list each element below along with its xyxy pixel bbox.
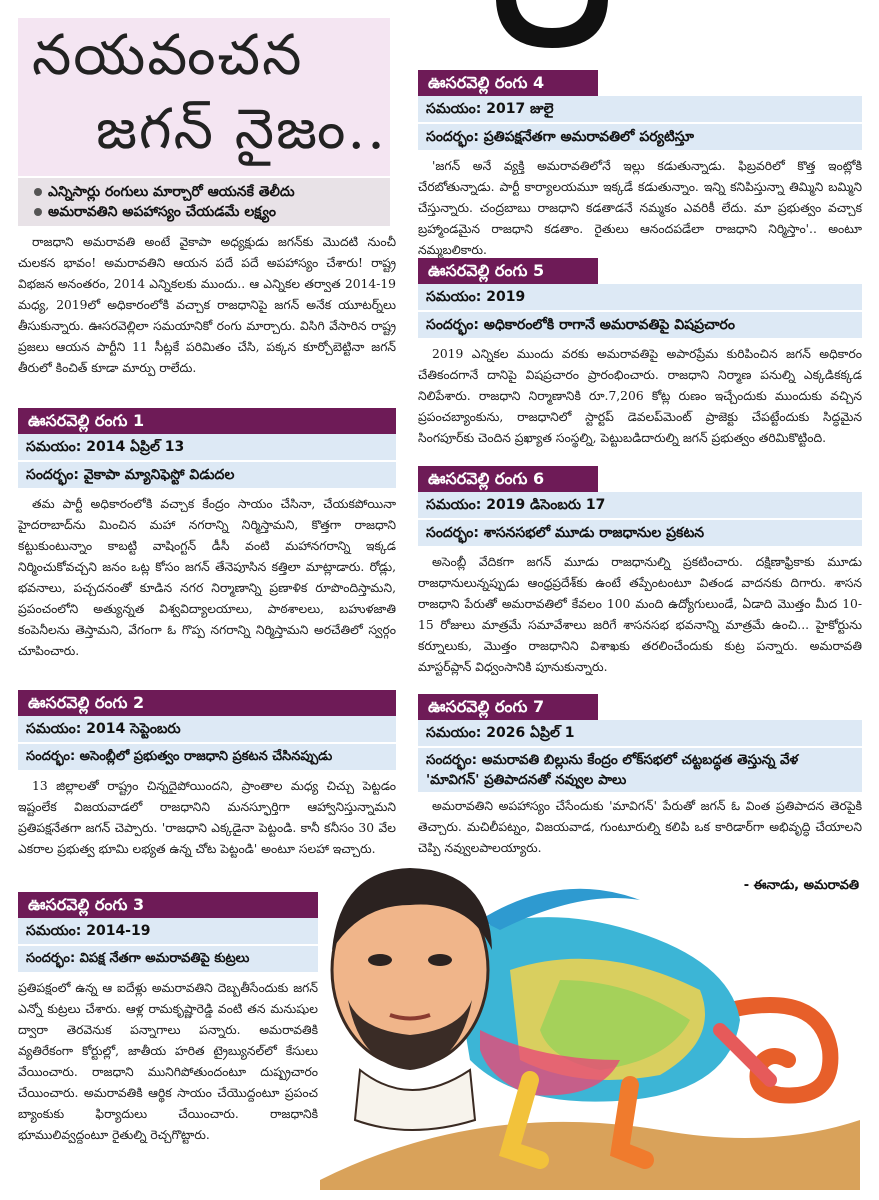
section-context: సందర్భం: అమరావతి బిల్లును కేంద్రం లోక్‌సభలో చట్టబద్ధత తెస్తున్న వేళ 'మావిగన్‌' ప్రతిపాదనతో నవ్వుల పాలు (418, 748, 862, 792)
section-title: ఊసరవెల్లి రంగు 2 (18, 690, 396, 716)
section-body: ప్రతిపక్షంలో ఉన్న ఆ ఐదేళ్లు అమరావతిని దెబ్బతీసేందుకు జగన్‌ ఎన్నో కుట్రలు చేశారు. ఆళ్ల రామకృష్ణారెడ్డి వంటి తన మనుషుల ద్వారా తెరవెనుక పన్నాగాలు పన్నారు. అమరావతికి వ్యతిరేకంగా కోర్టుల్లో, జాతీయ హరిత ట్రైబ్యునల్‌లో కేసులు వేయించారు. రాజధాని మునిగిపోతుందంటూ దుష్ప్రచారం చేయించారు. అమరావతికి ఆర్థిక సాయం చేయొద్దంటూ ప్రపంచ బ్యాంకుకు ఫిర్యాదులు చేయించారు. రాజధానికి భూములివ్వద్దంటూ రైతుల్ని రెచ్చగొట్టారు. (18, 981, 318, 1142)
section-title: ఊసరవెల్లి రంగు 4 (418, 70, 598, 96)
section-time: సమయం: 2014 ఏప్రిల్‌ 13 (18, 434, 396, 462)
section-context: సందర్భం: ప్రతిపక్షనేతగా అమరావతిలో పర్యటిస్తూ (418, 124, 862, 152)
headline-line-2: జగన్‌ నైజం.. (96, 97, 387, 162)
top-ornament (488, 0, 616, 50)
section-context: సందర్భం: అధికారంలోకి రాగానే అమరావతిపై విషప్రచారం (418, 312, 862, 340)
section-6 (418, 466, 862, 698)
chameleon-illustration (300, 860, 860, 1190)
intro-paragraph: రాజధాని అమరావతి అంటే వైకాపా అధ్యక్షుడు జగన్‌కు మొదటి నుంచీ చులకన భావం! అమరావతిని ఆయన పదే పదే అపహాస్యం చేశారు! రాష్ట్ర విభజన అనంతరం, 2014 ఎన్నికలకు ముందు.. ఆ ఎన్నికల తర్వాత 2014-19 మధ్య, 2019లో అధికారంలోకి వచ్చాక రాజధానిపై జగన్‌ అనేక యూటర్న్‌లు తీసుకున్నారు. ఊసరవెల్లిలా సమయానికో రంగు మార్చారు. విసిగి వేసారిన రాష్ట్ర ప్రజలు ఆయన పార్టీని 11 సీట్లకే పరిమితం చేసి, పక్కన కూర్చోబెట్టినా జగన్‌ తీరులో కించిత్‌ కూడా మార్పు రాలేదు. (18, 235, 396, 375)
section-4 (418, 70, 862, 262)
headline-line-1: నయవంచన (32, 23, 304, 88)
credit-line: - ఈనాడు, అమరావతి (743, 878, 859, 893)
section-context: సందర్భం: అసెంబ్లీలో ప్రభుత్వం రాజధాని ప్రకటన చేసినప్పుడు (18, 744, 396, 772)
section-body: 13 జిల్లాలతో రాష్ట్రం చిన్నదైపోయిందని, ప్రాంతాల మధ్య చిచ్చు పెట్టడం ఇష్టంలేక విజయవాడలో రాజధానిని మనస్ఫూర్తిగా ఆహ్వానిస్తున్నామని ప్రతిపక్షనేతగా జగన్‌ చెప్పారు. 'రాజధాని ఎక్కడైనా పెట్టండి. కానీ కనీసం 30 వేల ఎకరాల ప్రభుత్వ భూమి లభ్యత ఉన్న చోట పెట్టండి' అంటూ సలహా ఇచ్చారు. (18, 779, 396, 856)
section-7 (418, 694, 862, 862)
section-time: సమయం: 2014 సెప్టెంబరు (18, 716, 396, 744)
section-time: సమయం: 2019 డిసెంబరు 17 (418, 492, 862, 520)
section-5 (418, 258, 862, 470)
section-title: ఊసరవెల్లి రంగు 3 (18, 892, 318, 918)
section-body: అసెంబ్లీ వేదికగా జగన్‌ మూడు రాజధానుల్ని ప్రకటించారు. దక్షిణాఫ్రికాకు మూడు రాజధానులున్నప్పుడు ఆంధ్రప్రదేశ్‌కు ఉంటే తప్పేంటంటూ వితండ వాదనకు దిగారు. శాసన రాజధాని పేరుతో అమరావతిలో కేవలం 100 మంది ఉద్యోగులుండే, ఏడాది మొత్తం మీద 10-15 రోజులు మాత్రమే సమావేశాలు జరిగే శాసనసభ భవనాన్ని మాత్రమే ఉంచి... హైకోర్టును కర్నూలుకు, మొత్తం రాజధానిని విశాఖకు తరలించేందుకు కుట్ర పన్నారు. అమరావతి మాస్టర్‌ప్లాన్‌ విధ్వంసానికి పూనుకున్నారు. (418, 555, 862, 674)
section-time: సమయం: 2017 జులై (418, 96, 862, 124)
section-body: అమరావతిని అపహాస్యం చేసేందుకు 'మావిగన్‌' పేరుతో జగన్‌ ఓ వింత ప్రతిపాదన తెరపైకి తెచ్చారు. మచిలీపట్నం, విజయవాడ, గుంటూరుల్ని కలిపి ఒక కారిడార్‌గా అభివృద్ధి చేయాలని చెప్పి నవ్వులపాలయ్యారు. (418, 799, 862, 855)
section-3 (18, 892, 318, 1186)
section-1 (18, 408, 396, 680)
section-context: సందర్భం: శాసనసభలో మూడు రాజధానుల ప్రకటన (418, 520, 862, 548)
section-title: ఊసరవెల్లి రంగు 5 (418, 258, 598, 284)
section-title: ఊసరవెల్లి రంగు 7 (418, 694, 598, 720)
section-body: తమ పార్టీ అధికారంలోకి వచ్చాక కేంద్రం సాయం చేసినా, చేయకపోయినా హైదరాబాద్‌ను మించిన మహా నగరాన్ని నిర్మిస్తామని, కొత్తగా రాజధాని కట్టుకుంటున్నాం కాబట్టి వాషింగ్టన్‌ డీసీ వంటి మహానగరాన్ని ఇక్కడ నిర్మించుకోవచ్చని జనం ఒట్ల కోసం జగన్‌ తేనెపూసిన కత్తిలా మాట్లాడారు. రోడ్లు, భవనాలు, పచ్చదనంతో కూడిన నగర నిర్మాణాన్ని ప్రణాళిక రూపొందిస్తామని, ప్రపంచంలోని అత్యున్నత విశ్వవిద్యాలయాలు, పాఠశాలలు, బహుళజాతి కంపెనీలను తెస్తామని, వేగంగా ఓ గొప్ప నగరాన్ని నిర్మిస్తామని అరచేతిలో స్వర్గం చూపించారు. (18, 497, 396, 658)
bullet-item: అమరావతిని అపహాస్యం చేయడమే లక్ష్యం (18, 202, 390, 222)
bullet-item: ఎన్నిసార్లు రంగులు మార్చారో ఆయనకే తెలీదు (18, 182, 390, 202)
section-body: 'జగన్‌ అనే వ్యక్తి అమరావతిలోనే ఇల్లు కడుతున్నాడు. ఫిబ్రవరిలో కొత్త ఇంట్లోకి చేరబోతున్నాడు. పార్టీ కార్యాలయమూ ఇక్కడే కడుతున్నాం. ఇన్ని కనిపిస్తున్నా తిమ్మిని బమ్మిని చేస్తున్నారు. చంద్రబాబు రాజధాని కడతాడనే నమ్మకం ఎవరికీ లేదు. మా ప్రభుత్వం వచ్చాక బ్రహ్మాండమైన రాజధాని కడతాం. రైతులు ఆనందపడేలా రాజధాని నిర్మిస్తాం'.. అంటూ నమ్మబలికారు. (418, 159, 862, 257)
section-context: సందర్భం: వైకాపా మ్యానిఫెస్టో విడుదల (18, 462, 396, 490)
section-time: సమయం: 2026 ఏప్రిల్‌ 1 (418, 720, 862, 748)
highlight-bullets (18, 178, 390, 226)
shirt-collar (355, 1070, 475, 1130)
section-context: సందర్భం: విపక్ష నేతగా అమరావతిపై కుట్రలు (18, 946, 318, 974)
section-title: ఊసరవెల్లి రంగు 1 (18, 408, 396, 434)
section-time: సమయం: 2019 (418, 284, 862, 312)
section-title: ఊసరవెల్లి రంగు 6 (418, 466, 598, 492)
section-body: 2019 ఎన్నికల ముందు వరకు అమరావతిపై అపారప్రేమ కురిపించిన జగన్‌ అధికారం చేతికందగానే దానిపై విషప్రచారం ప్రారంభించారు. రాజధాని నిర్మాణ పనుల్ని ఎక్కడికక్కడ నిలిపేశారు. రాజధాని నిర్మాణానికి రూ.7,206 కోట్ల రుణం ఇచ్చేందుకు ముందుకు వచ్చిన ప్రపంచబ్యాంకును, రాజధానిలో స్టార్టప్‌ డెవలప్‌మెంట్‌ ప్రాజెక్టు చేపట్టేందుకు సిద్ధమైన సింగపూర్‌కు చెందిన ప్రఖ్యాత సంస్థల్ని, పెట్టుబడిదారుల్ని జగన్‌ ప్రభుత్వం తరిమికొట్టింది. (418, 347, 862, 445)
section-time: సమయం: 2014-19 (18, 918, 318, 946)
